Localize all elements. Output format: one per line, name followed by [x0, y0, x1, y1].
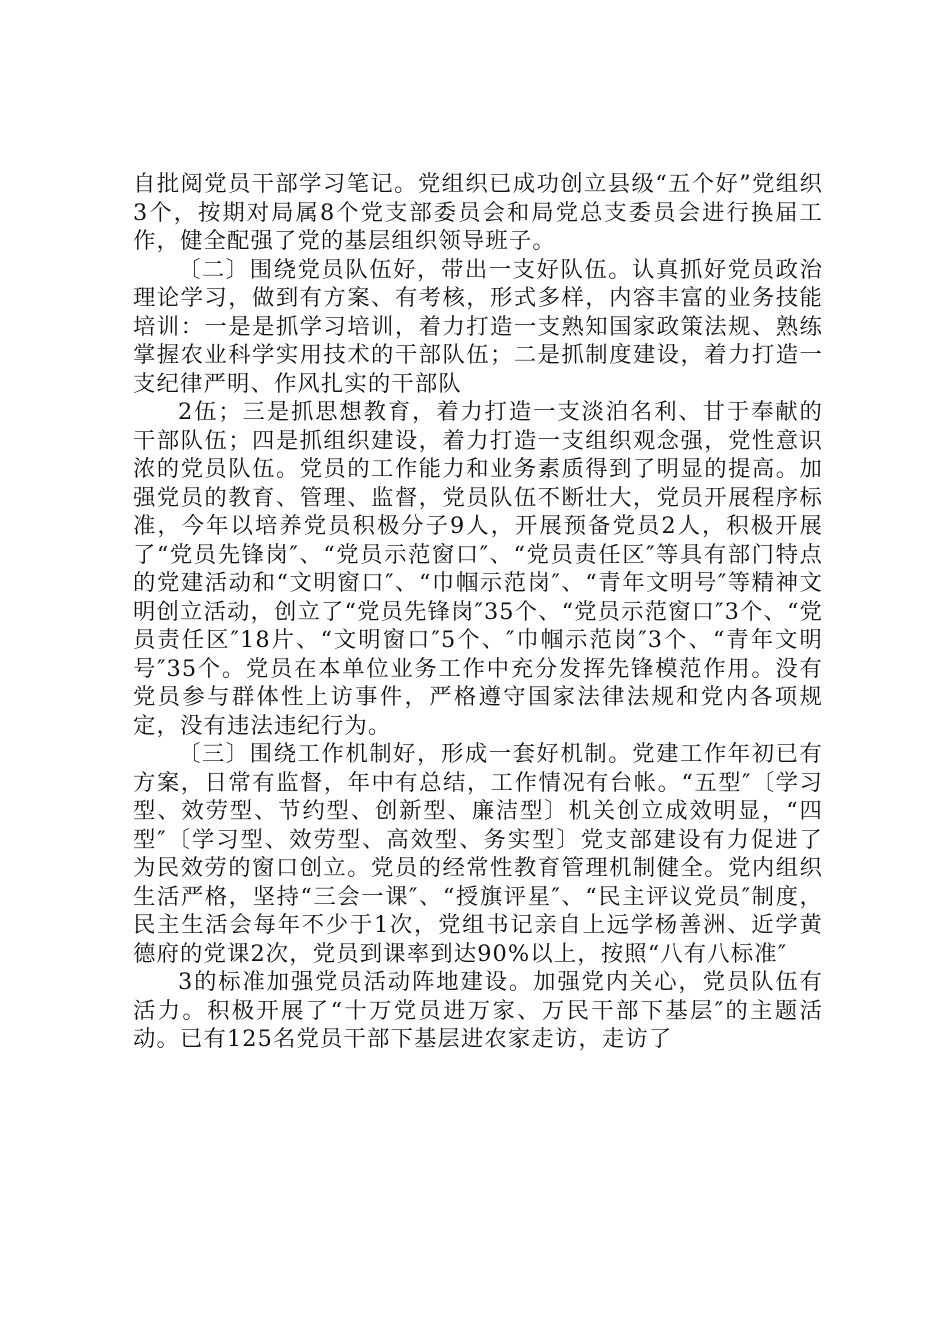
paragraph-section-three: 〔三〕围绕工作机制好，形成一套好机制。党建工作年初已有方案，日常有监督，年中有总结，工作情况有台帐。“五型″〔学习型、效劳型、节约型、创新型、廉洁型〕机关创立成效明显，“四型″〔学习型、效劳型、高效型、务实型〕党支部建设有力促进了为民效劳的窗口创立。党员的经常性教育管理机制健全。党内组织生活严格，坚持“三会一课″、“授旗评星″、“民主评议党员″制度，民主生活会每年不少于1次，党组书记亲自上远学杨善洲、近学黄德府的党课2次，党员到课率到达90%以上，按照“八有八标准″ [133, 741, 823, 967]
paragraph-page-3-continued: 3的标准加强党员活动阵地建设。加强党内关心，党员队伍有活力。积极开展了“十万党员进万家、万民干部下基层″的主题活动。已有125名党员干部下基层进农家走访，走访了 [133, 969, 823, 1052]
body-text [133, 170, 823, 1054]
paragraph-section-two: 〔二〕围绕党员队伍好，带出一支好队伍。认真抓好党员政治理论学习，做到有方案、有考核，形式多样，内容丰富的业务技能培训：一是是抓学习培训，着力打造一支熟知国家政策法规、熟练掌握农业科学实用技术的干部队伍；二是抓制度建设，着力打造一支纪律严明、作风扎实的干部队 [133, 256, 823, 397]
paragraph-page-2-continued: 2伍；三是抓思想教育，着力打造一支淡泊名利、甘于奉献的干部队伍；四是抓组织建设，着力打造一支组织观念强，党性意识浓的党员队伍。党员的工作能力和业务素质得到了明显的提高。加强党员的教育、管理、监督，党员队伍不断壮大，党员开展程序标准，今年以培养党员积极分子9人，开展预备党员2人，积极开展了“党员先锋岗″、“党员示范窗口″、“党员责任区″等具有部门特点的党建活动和“文明窗口″、“巾帼示范岗″、“青年文明号″等精神文明创立活动，创立了“党员先锋岗″35个、“党员示范窗口″3个、“党员责任区″18片、“文明窗口″5个、″巾帼示范岗″3个、“青年文明号″35个。党员在本单位业务工作中充分发挥先锋模范作用。没有党员参与群体性上访事件，严格遵守国家法律法规和党内各项规定，没有违法违纪行为。 [133, 399, 823, 739]
paragraph-continued: 自批阅党员干部学习笔记。党组织已成功创立县级“五个好”党组织3个，按期对局属8个党支部委员会和局党总支委员会进行换届工作，健全配强了党的基层组织领导班子。 [133, 171, 823, 254]
